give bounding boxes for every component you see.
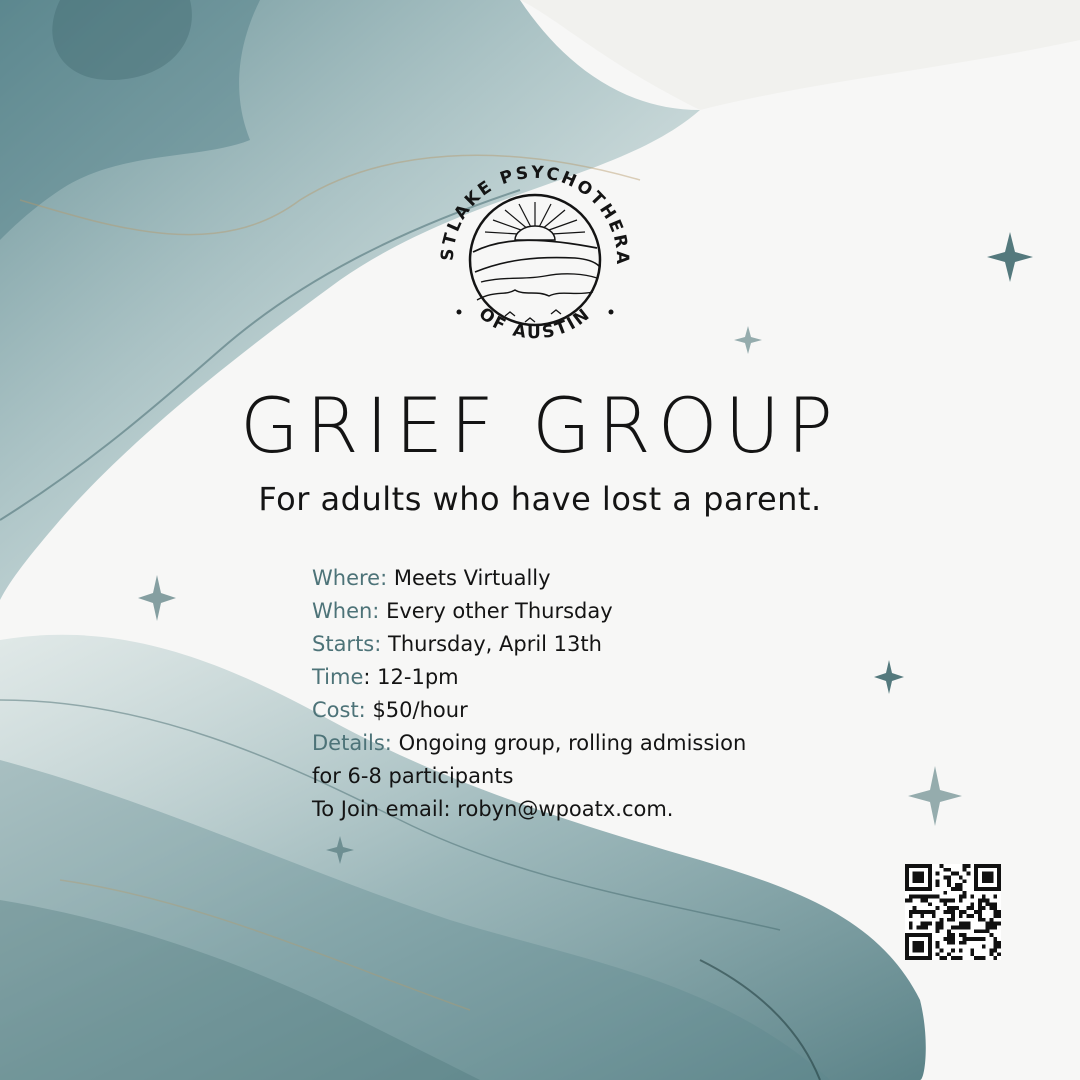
logo-arc-bottom: OF AUSTIN bbox=[474, 303, 596, 344]
detail-time: Time: 12-1pm bbox=[312, 665, 459, 689]
svg-text:WESTLAKE PSYCHOTHERAPY bbox=[425, 140, 632, 267]
detail-when: When: Every other Thursday bbox=[312, 599, 613, 623]
westlake-logo bbox=[425, 140, 645, 370]
join-email-line: To Join email: robyn@wpoatx.com. bbox=[312, 797, 674, 821]
logo-arc-top: STLAKE PSYCHOTHERA bbox=[437, 162, 633, 267]
page-subtitle: For adults who have lost a parent. bbox=[258, 480, 822, 518]
detail-details-continuation: for 6-8 participants bbox=[312, 764, 514, 788]
page-title: GRIEF GROUP bbox=[240, 381, 840, 470]
detail-starts: Starts: Thursday, April 13th bbox=[312, 632, 602, 656]
detail-cost: Cost: $50/hour bbox=[312, 698, 468, 722]
detail-details: Details: Ongoing group, rolling admission bbox=[312, 731, 747, 755]
detail-where: Where: Meets Virtually bbox=[312, 566, 551, 590]
details-list bbox=[312, 562, 912, 826]
qr-code[interactable] bbox=[905, 864, 1001, 960]
